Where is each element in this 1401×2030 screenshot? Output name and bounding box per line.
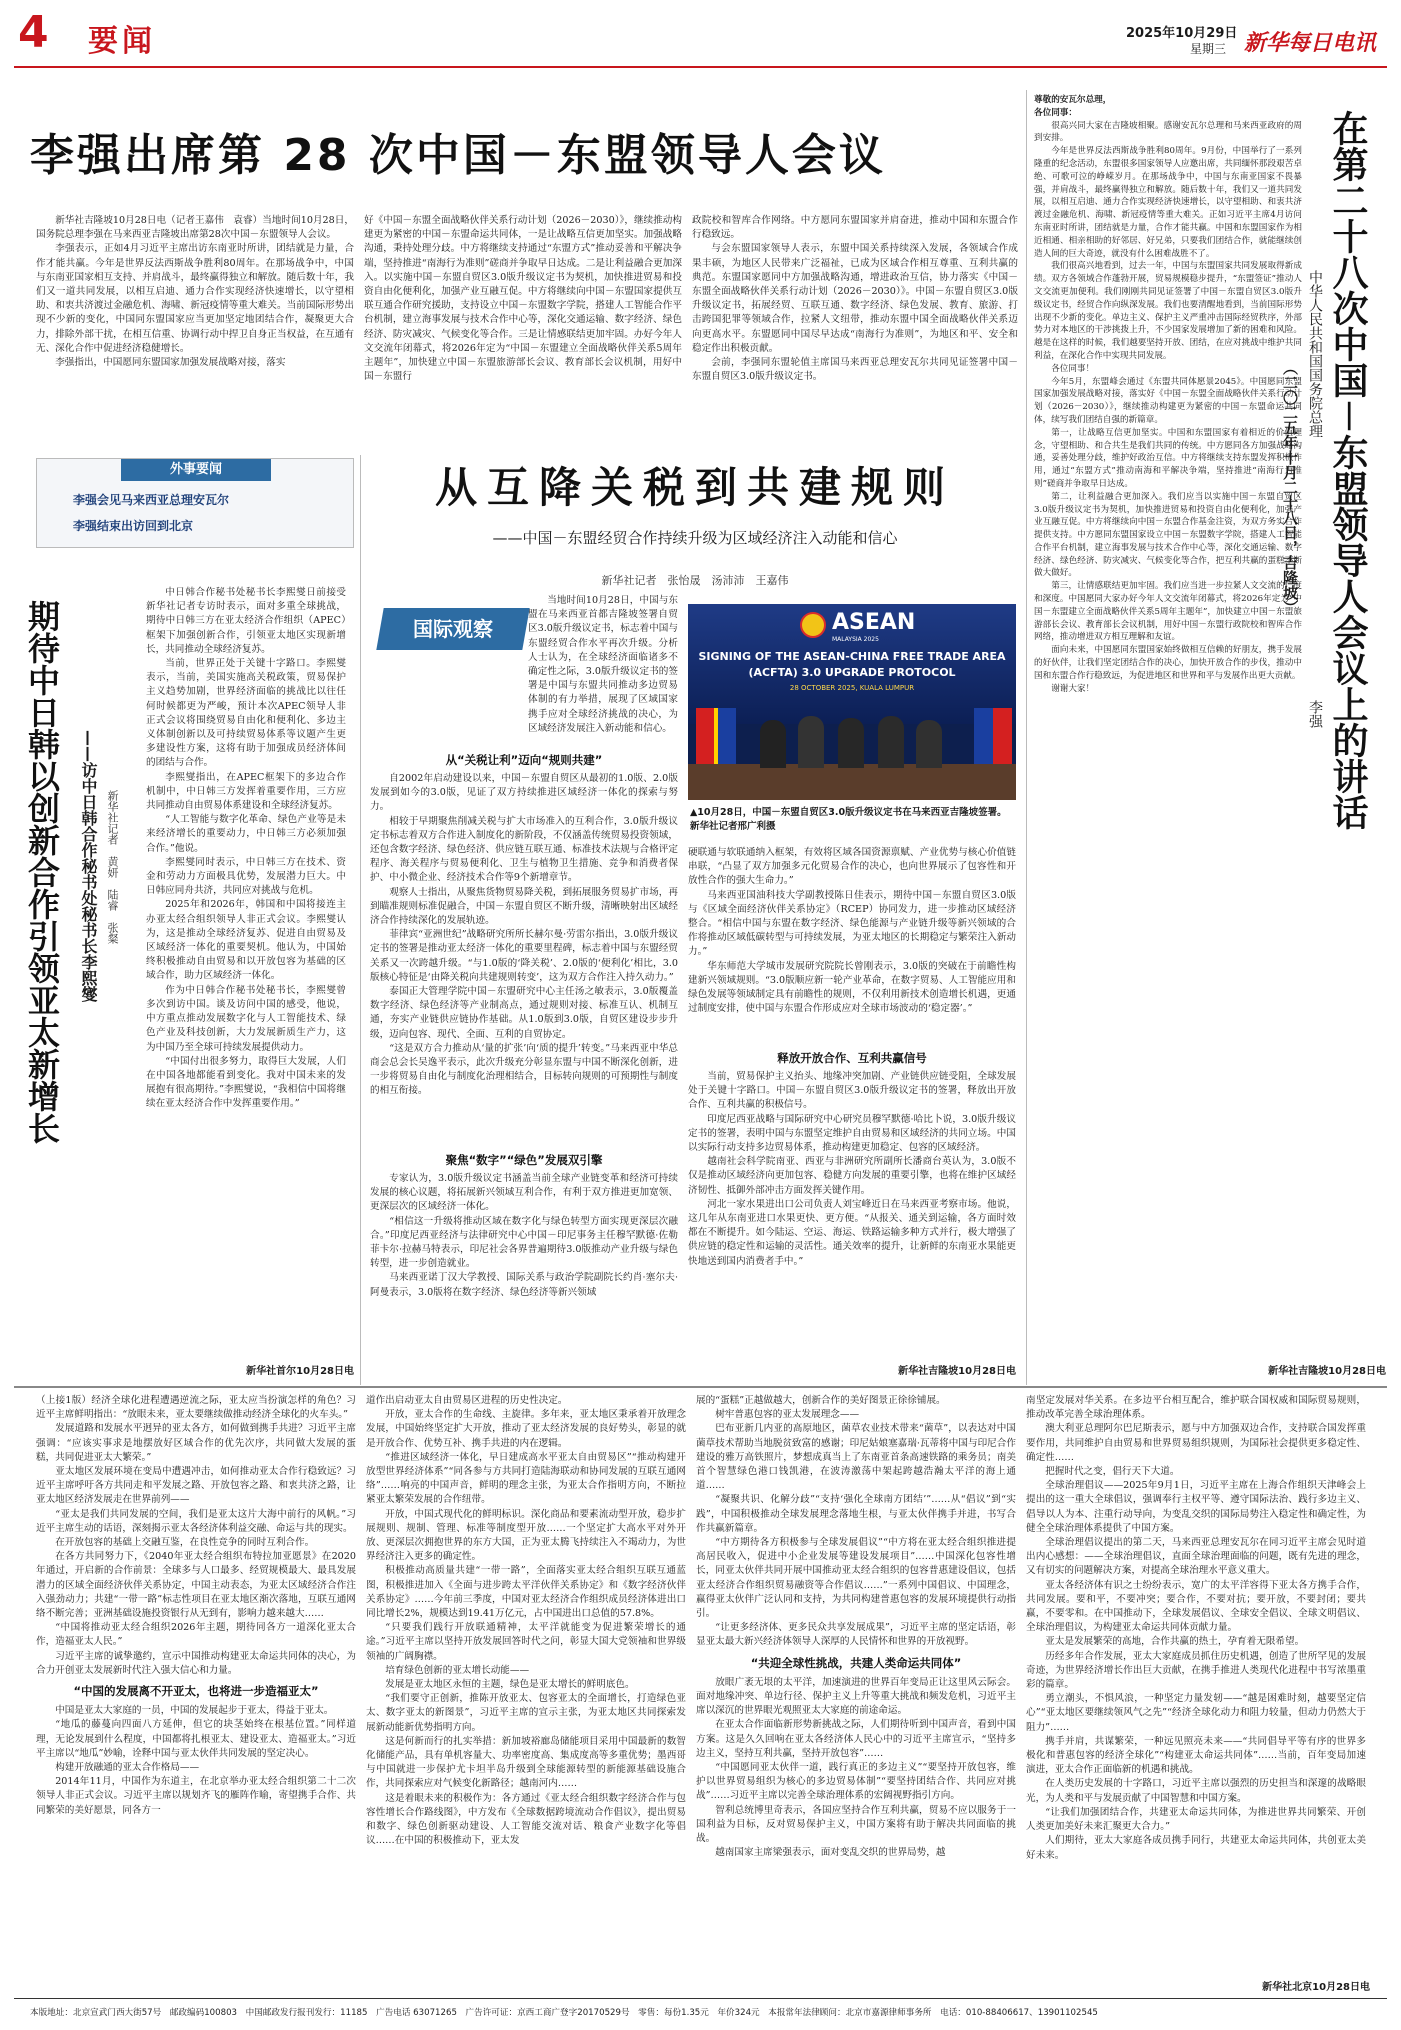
bottom-credit: 新华社北京10月28日电 (1262, 1982, 1370, 1993)
people (760, 720, 786, 768)
foreign-affairs-item[interactable]: 李强结束出访回到北京 (73, 519, 194, 533)
foreign-affairs-label: 外事要闻 (121, 459, 271, 481)
lead-col-1: 新华社吉隆坡10月28日电（记者王嘉伟 袁睿）当地时间10月28日，国务院总理李强在马来西亚吉隆坡出席第28次中国－东盟领导人会议。 李强表示，正如4月习近平主席出访东南亚时所讲，团结就是力量，合作才能共赢。今年是世界反法西斯战争胜利80周年。在那场战争中，中国与东南亚国家相互支持、并肩战斗，最终赢得独立和解放。随后数十年，我们又一道共同发展，以相互启迪、通力合作实现经济快速增长，以守望相助、和衷共济渡过金融危机、海啸、新冠疫情等重大难关。当前国际形势出现不少新的变化，中国同东盟国家应当更加坚定地团结合作，凝聚更大合力，排除外部干扰，在相互信重、协调行动中捍卫自身正当权益，在互通有无、深化合作中促进经济稳健增长。 李强指出，中国愿同东盟国家加强发展战略对接，落实 (36, 215, 354, 369)
interview-body: 中日韩合作秘书处秘书长李熙燮日前接受新华社记者专访时表示，面对多重全球挑战，期待中日韩三方在亚太经济合作组织（APEC）框架下加强创新合作，引领亚太地区实现新增长，共同推动全球经济复苏。 当前，世界正处于关键十字路口。李熙燮表示，当前，美国实施高关税政策，贸易保护主义趋势加剧，世界经济面临的挑战比以往任何时候都更为严峻，预计本次APEC领导人非正式会议将围绕贸易自由化和便利化、多边主义体制创新以及可持续贸易体系等议题产生更多建设性方案，这将有助于加强成员经济体间的团结与合作。 李熙燮指出，在APEC框架下的多边合作机制中，中日韩三方发挥着重要作用，三方应共同推动自由贸易体系建设和全球经济复苏。 “人工智能与数字化革命、绿色产业等是未来经济增长的重要动力，中日韩三方必须加强合作。”他说。 李熙燮同时表示，中日韩三方在技术、资金和劳动力方面极具优势，发展潜力巨大。中日韩应同舟共济，共同应对挑战与危机。 2025年和2026年，韩国和中国将接连主办亚太经合组织领导人非正式会议。李熙燮认为，这是推动全球经济复苏、促进自由贸易及区域经济一体化的重要契机。他认为，中国始终积极推动自由贸易和以开放包容为基础的区域合作，助力区域经济一体化。 作为中日韩合作秘书处秘书长，李熙燮曾多次到访中国。谈及访问中国的感受，他说，中方重点推动发展数字化与人工智能技术、绿色产业及科技创新，大力发展新质生产力，这为中国乃至全球可持续发展提供动力。 “中国付出很多努力，取得巨大发展，人们在中国各地都能看到变化。我对中国未来的发展抱有很高期待。”李熙燮说，“我相信中国将继续在亚太经济合作中发挥重要作用。” (146, 587, 346, 1110)
bottom-subhead-2: “共迎全球性挑战，共建人类命运共同体” (750, 1655, 962, 1670)
footer-info: 本版地址：北京宣武门西大街57号 邮政编码100803 中国邮政发行报刊发行：11185 广告电话 63071265 广告许可证：京西工商广登字20170529号 零售：每份1.35元 年价324元 本报常年法律顾问：北京市嘉源律师事务所 电话：010-88406617、13901102545 (30, 2008, 1098, 2018)
lead-col-2: 好《中国－东盟全面战略伙伴关系行动计划（2026－2030）》，继续推动构建更为紧密的中国－东盟命运共同体，一是让战略互信更加坚实。加强战略沟通，秉持处理分歧。中方将继续支持通过“东盟方式”推动妥善和平解决争端，坚持推进“南海行为准则”磋商并争取早日达成。二是让利益融合更加深入。以实施中国－东盟自贸区3.0版升级议定书为契机，加快推进贸易和投资自由化便利化，加强产业互融互促。中方将继续向中国－东盟国家提供互联互通合作研究援助，支持设立中国－东盟数字学院，搭建人工智能合作平台机制，建立海事发展与技术合作中心等，深化交通运输、数字经济、绿色经济、防灾减灾、气候变化等合作。三是让情感联结更加牢固。办好今年人文交流年闭幕式，将2026年定为“中国－东盟建立全面战略伙伴关系5周年主题年”，加快建立中国－东盟旅游部长会议、教育部长会议机制，用好中国－东盟行 (364, 215, 682, 383)
masthead-date: 2025年10月29日 (1126, 26, 1238, 41)
photo-caption: ▲10月28日，中国－东盟自贸区3.0版升级议定书在马来西亚吉隆坡签署。 新华社记者邢广利摄 (690, 807, 1012, 832)
signing-photo (688, 604, 1016, 800)
bottom-subhead-1: “中国的发展离不开亚太，也将进一步造福亚太” (73, 1684, 319, 1699)
speech-body: 尊敬的安瓦尔总理， 各位同事： 很高兴同大家在吉隆坡相聚。感谢安瓦尔总理和马来西亚政府的周到安排。 今年是世界反法西斯战争胜利80周年。9月份，中国举行了一系列隆重的纪念活动，东盟很多国家领导人应邀出席，共同缅怀那段艰苦卓绝、可歌可泣的峥嵘岁月。在那场战争中，中国与东南亚国家不畏暴强，并肩战斗，最终赢得独立和解放。随后数十年，我们又一道共同发展，以相互启迪、通力合作实现经济快速增长，以守望相助、和衷共济渡过金融危机、海啸、新冠疫情等重大难关。正如习近平主席4月访问东南亚时所讲，团结就是力量，合作才能共赢。中国和东盟国家作为相近相通、相亲相助的好邻居、好兄弟，只要我们团结合作，就能继续创造人间的巨大奇迹，就没有什么困难战胜不了。 我们很高兴地看到，过去一年，中国与东盟国家共同发展取得新成绩。双方各领域合作蓬勃开展，贸易规模稳步提升，“东盟签证”推动人文交流更加便利。我们刚刚共同见证签署了中国－东盟自贸区3.0版升级议定书，经贸合作向纵深发展。我们也要清醒地看到，当前国际形势出现不少新的变化。单边主义、保护主义严重冲击国际经贸秩序，外部势力对本地区的干涉挑拨上升，不少国家发展增加了新的困难和风险。越是在这样的时候，我们越要坚持开放、团结，在应对挑战中维护共同利益，在深化合作中实现共同发展。 各位同事！ 今年5月，东盟峰会通过《东盟共同体愿景2045》。中国愿同东盟国家加强发展战略对接，落实好《中国－东盟全面战略伙伴关系行动计划（2026－2030）》，继续推动构建更为紧密的中国－东盟命运共同体，续写我们团结自强的新篇章。 第一，让战略互信更加坚实。中国和东盟国家有着相近的价值理念，守望相助、和合共生是我们共同的传统。中方愿同各方加强战略沟通，妥善处理分歧，维护好政治互信。中方将继续支持东盟发挥积极作用，通过“东盟方式”推动南海和平解决争端，坚持推进“南海行为准则”磋商并争取早日达成。 第二，让利益融合更加深入。我们应当以实施中国－东盟自贸区3.0版升级议定书为契机，加快推进贸易和投资自由化便利化，加强产业互融互促。中方将继续向中国－东盟合作基金注资，为双方务实合作提供支持。中方愿同东盟国家设立中国－东盟数字学院，搭建人工智能合作平台机制，建立海事发展与技术合作中心等，深化交通运输、数字经济、绿色经济、防灾减灾、气候变化等合作，把互利共赢的蛋糕不断做大做好。 第三，让情感联结更加牢固。我们应当进一步拉紧人文交流的广度和深度。中国愿同大家办好今年人文交流年闭幕式，将2026年定为“中国－东盟建立全面战略伙伴关系5周年主题年”，加快建立中国－东盟旅游部长会议、教育部长会议机制，用好中国－东盟行政院校和智库合作网络，推动增进双方相互理解和友谊。 面向未来，中国愿同东盟国家始终做相互信赖的好朋友，携手发展的好伙伴，让我们坚定团结合作的决心，加快开放合作的步伐，推动中国和东盟合作行稳致远，为促进地区和世界和平与发展作出更大贡献。 谢谢大家！ (1034, 95, 1302, 694)
bottom-col-3: 展的“蛋糕”正越做越大，创新合作的美好图景正徐徐铺展。 树牢普惠包容的亚太发展理念—— 巴布亚新几内亚的高原地区，菌草农业技术带来“菌草”，以表达对中国菌草技术帮助当地脱贫致富的感谢；印尼姑娘塞嘉瑞·瓦蒂将中国与印尼合作建设的雅万高铁照片，梦想成真当上了东南亚首条高速铁路的乘务员；南美首个智慧绿色港口钱凯港，在波涛激荡中架起跨越浩瀚太平洋的海上通道…… “凝聚共识、化解分歧”“支持‘强化全球南方团结’”……从“倡议”到“实践”，中国积极推动全球发展理念落地生根，与亚太伙伴携手并进，书写合作共赢新篇章。 “中方期待各方积极参与全球发展倡议”“中方将在亚太经合组织推进提高居民收入，促进中小企业发展等建设发展项目”……中国深化包容性增长，同亚太伙伴共同开展中国推动亚太经合组织的包容普惠建设倡议，包括亚太经济合作组织贸易融资等合作倡议……”一系列中国倡议、中国理念，赢得亚太伙伴广泛认同和支持，为共同构建普惠包容的发展环境提供行动指引。 “让更多经济体、更多民众共享发展成果”，习近平主席的坚定话语，彰显亚太最大新兴经济体领导人深厚的人民情怀和世界的开放视野。 “共迎全球性挑战，共建人类命运共同体” 放眼广袤无垠的太平洋，加速演进的世界百年变局正让这里风云际会。面对地缘冲突、单边行径、保护主义上升等重大挑战和频发危机，习近平主席以深沉的世界眼光观照亚太大家庭的前途命运。 在亚太合作面临新形势新挑战之际，人们期待听到中国声音，看到中国方案。这是久久回响在亚太各经济体人民心中的习近平主席宣示，“坚持多边主义，坚持互利共赢，坚持开放包容”…… “中国愿同亚太伙伴一道，践行真正的多边主义”“要坚持开放包容，维护以世界贸易组织为核心的多边贸易体制”“要坚持团结合作、共同应对挑战”……习近平主席以完善全球治理体系的宏阔视野指引方向。 智利总统博里奇表示，各国应坚持合作互利共赢，贸易不应以服务于一国利益为目标，反对贸易保护主义，中国方案将有助于解决共同面临的挑战。 越南国家主席梁强表示，面对变乱交织的世界局势，越 (696, 1395, 1016, 1859)
feature-byline: 新华社记者 张怡晟 汤沛沛 王嘉伟 (601, 574, 789, 587)
asean-logo-sub: MALAYSIA 2025 (832, 636, 879, 643)
speech-headline: 在第二十八次中国－东盟领导人会议上的讲话 (1327, 110, 1368, 830)
feature-intro: 当地时间10月28日，中国与东盟在马来西亚首都吉隆坡签署自贸区3.0版升级议定书，标志着中国与东盟经贸合作水平再次升级。分析人士认为，在全球经济面临诸多不确定性之际，3.0版升级议定书的签署是中国与东盟共同推动多边贸易体制的有力举措，展现了区域国家携手应对全球经济挑战的决心，为区域经济发展注入新动能和信心。 (528, 595, 678, 734)
feature-intro-cont (370, 666, 678, 726)
feature-headline: 从互降关税到共建规则 (434, 463, 955, 512)
masthead (0, 0, 1401, 70)
speech-author-title: 中华人民共和国国务院总理 (1307, 270, 1323, 438)
people (798, 716, 824, 768)
feature-col-2b: 当前，贸易保护主义抬头、地缘冲突加剧、产业链供应链受阻，全球发展处于关键十字路口。中国－东盟自贸区3.0版升级议定书的签署，释放出开放合作、互利共赢的积极信号。 印度尼西亚战略与国际研究中心研究员穆罕默德·哈比卜说，3.0版升级议定书的签署，表明中国与东盟坚定维护自由贸易和区域经济的共同立场。中国以实际行动支持多边贸易体系，推动构建更加稳定、包容的区域经济。 越南社会科学院南亚、西亚与非洲研究所副所长潘商台英认为，3.0版不仅是推动区域经济向更加包容、稳健方向发展的重要引擎，也将在维护区域经济韧性、抵御外部冲击方面发挥关键作用。 河北一家水果进出口公司负责人刘宝峰近日在马来西亚考察市场。他说，这几年从东南亚进口水果更快、更方便。“从报关、通关到运输，各方面时效都在不断提升。如今陆运、空运、海运、铁路运输多种方式并行，极大增强了供应链的稳定性和运输的灵活性。通关效率的提升，让新鲜的东南亚水果能更快地送到国内消费者手中。” (688, 1071, 1016, 1267)
feature-subhead: ——中国－东盟经贸合作持续升级为区域经济注入动能和信心 (492, 529, 898, 547)
paper-logo: 新华每日电讯 (1244, 30, 1377, 56)
foreign-affairs-box (36, 458, 354, 548)
bottom-col-4: 南坚定发展对华关系。在多边平台相互配合，维护联合国权威和国际贸易规则，推动改革完善全球治理体系。 澳大利亚总理阿尔巴尼斯表示，愿与中方加强双边合作，支持联合国发挥重要作用，共同维护自由贸易和世界贸易组织规则，为国际社会提供更多稳定性、确定性…… 把握时代之变，倡行天下大道。 全球治理倡议——2025年9月1日，习近平主席在上海合作组织天津峰会上提出的这一重大全球倡议，强调奉行主权平等、遵守国际法治、践行多边主义、倡导以人为本、注重行动导向，为变乱交织的国际局势注入稳定性和确定性，为健全全球治理体系提供了中国方案。 全球治理倡议提出的第二天，马来西亚总理安瓦尔在同习近平主席会见时道出内心感想：——全球治理倡议，直面全球治理面临的问题，既有先进的理念，又有切实的问题解决方案，对提高全球治理水平意义重大。 亚太各经济体有识之士纷纷表示，宽广的太平洋容得下亚太各方携手合作，共同发展。要和平，不要冲突；要合作，不要对抗；要开放，不要封闭；要共赢，不要零和。在中国推动下，全球发展倡议、全球安全倡议、全球文明倡议、全球治理倡议，为构建亚太命运共同体贡献力量。 亚太是发展繁荣的高地，合作共赢的热土，孕育着无限希望。 历经多年合作发展，亚太大家庭成员抓住历史机遇，创造了世所罕见的发展奇迹，为世界经济增长作出巨大贡献，在携手推进人类现代化进程中书写浓墨重彩的篇章。 勇立潮头，不惧风浪，一种坚定力量发轫——“越是困难时刻，越要坚定信心”“亚太地区要继续领风气之先”“经济全球化动力和阻力较量，但动力仍然大于阻力”…… 携手并肩，共谋繁荣，一种远见照亮未来——“共同倡导平等有序的世界多极化和普惠包容的经济全球化”“构建亚太命运共同体”……当前，百年变局加速演进，亚太合作正面临新的机遇和挑战。 在人类历史发展的十字路口，习近平主席以强烈的历史担当和深邃的战略眼光，为人类和平与发展贡献了中国智慧和中国方案。 “让我们加强团结合作，共建亚太命运共同体，为推进世界共同繁荣、开创人类更加美好未来汇聚更大合力。” 人们期待，亚太大家庭各成员携手同行，共建亚太命运共同体，共创亚太美好未来。 (1026, 1395, 1366, 1861)
feature-col-2a: 硬联通与软联通纳入框架，有效将区域各国资源禀赋、产业优势与核心价值链串联，“凸显了双方加强多元化贸易合作的决心，也向世界展示了包容性和开放性合作的强大生命力。” 马来西亚国油科技大学副教授陈日佳表示，期待中国－东盟自贸区3.0版与《区域全面经济伙伴关系协定》（RCEP）协同发力，进一步推动区域经济整合。“相信中国与东盟在数字经济、绿色能源与产业链升级等新兴领域的合作将推动区域低碳转型与可持续发展，为亚太地区的长期稳定与繁荣注入新动力。” 华东师范大学城市发展研究院院长曾刚表示，3.0版的突破在于前瞻性构建新兴领域规则。“3.0版顺应新一轮产业革命，在数字贸易、人工智能应用和绿色发展等领域制定具有前瞻性的规则，不仅利用新技术创造增长机遇，更通过制度安排，使中国与东盟合作形成应对全球市场波动的‘稳定器’。” (688, 847, 1016, 1015)
people (878, 716, 904, 768)
speech-credit: 新华社吉隆坡10月28日电 (1268, 1366, 1386, 1377)
masthead-rule (14, 66, 1387, 68)
bottom-col-2: 道作出启动亚太自由贸易区进程的历史性决定。 开放，亚太合作的生命线、主旋律。多年来，亚太地区秉承着开放理念发展，中国始终坚定扩大开放，推动了亚太经济发展的良好势头，彰显的就是开放合作、优势互补、携手共进的内在逻辑。 “推进区域经济一体化，早日建成高水平亚太自由贸易区”“推动构建开放型世界经济体系”“同各参与方共同打造陆海联动和协同发展的互联互通网络”……响亮的中国声音，鲜明的理念主张，为亚太合作指明方向，不断拉紧亚太繁荣发展的合作纽带。 开放，中国式现代化的鲜明标识。深化商品和要素流动型开放，稳步扩展规则、规制、管理、标准等制度型开放……一个坚定扩大高水平对外开放、更深层次拥抱世界的东方大国，正为亚太腾飞持续注入不竭动力，为世界经济注入更多的确定性。 积极推动高质量共建“一带一路”，全面落实亚太经合组织互联互通蓝图，积极推进加入《全面与进步跨太平洋伙伴关系协定》和《数字经济伙伴关系协定》……今年前三季度，中国对亚太经济合作组织成员经济体进出口同比增长2%，规模达到19.41万亿元，占中国进出口总值的57.8%。 “只要我们践行开放联通精神，太平洋就能变为促进繁荣增长的通途。”习近平主席以坚持开放发展回答时代之问，彰显大国大党领袖和世界级领袖的广阔胸襟。 培育绿色创新的亚太增长动能—— 发展是亚太地区永恒的主题，绿色是亚太增长的鲜明底色。 “我们要守正创新，推陈开放亚太、包容亚太的全面增长，打造绿色亚太、数字亚太的新图景”，习近平主席的宣示主张，为亚太地区共同探索发展新动能新优势指明方向。 这是何新而行的扎实举措：新加坡裕廊岛储能项目采用中国最新的数智化储能产品，具有单机容量大、功率密度高、集成度高等多重优势；墨西哥与中国就进一步保护尤卡坦半岛升级到全球能源转型的新能源基础设施合作，共同探索应对气候变化新路径；越南河内…… 这是着眼未来的积极作为：各方通过《亚太经合组织数字经济合作与包容性增长合作路线图》，中方发布《全球数据跨境流动合作倡议》，提出贸易和数字、绿色创新驱动建设、人工智能交流对话、粮食产业数字化等倡议……在中国的积极推动下，亚太发 (366, 1395, 686, 1847)
feature-tag (376, 608, 529, 650)
page-number: 4 (18, 7, 49, 58)
speech-greeting-2: 各位同事： (1034, 107, 1077, 118)
banner-line-1: SIGNING OF THE ASEAN-CHINA FREE TRADE AREA (698, 650, 1006, 663)
feature-col-1b: 专家认为，3.0版升级议定书涵盖当前全球产业链变革和经济可持续发展的核心议题，将拓展新兴领域互利合作，有利于双方推进更加宽领、更深层次的区域经济一体化。 “相信这一升级将推动区域在数字化与绿色转型方面实现更深层次融合。”印度尼西亚经济与法律研究中心中国－印尼事务主任穆罕默德·佐勒菲卡尔·拉赫马特表示，印尼社会各界普遍期待3.0版推动产业升级与绿色转型，进一步创造就业。 马来西亚诺丁汉大学教授、国际关系与政治学院副院长约肖·塞尔夫·阿曼表示，3.0版将在数字经济、绿色经济等新兴领域 (370, 1173, 678, 1298)
people (838, 718, 864, 768)
feature-col-1a: 自2002年启动建设以来，中国－东盟自贸区从最初的1.0版、2.0版发展到如今的3.0版，见证了双方持续推进区域经济一体化的探索与努力。 相较于早期聚焦削减关税与扩大市场准入的互利合作，3.0版升级议定书标志着双方合作进入制度化的新阶段，不仅涵盖传统贸易投资领域，还包含数字经济、绿色经济、供应链互联互通、标准技术法规与合格评定程序、海关程序与贸易便利化、卫生与植物卫生措施、竞争和消费者保护、中小微企业、经济技术合作等9个新增章节。 观察人士指出，从聚焦货物贸易降关税，到拓展服务贸易扩市场，再到瞄准规则标准促融合，中国－东盟自贸区不断升级，清晰映射出区域经济合作持续深化的发展轨迹。 菲律宾“亚洲世纪”战略研究所所长赫尔曼·劳雷尔指出，3.0版升级议定书的签署是推动亚太经济一体化的重要里程碑，标志着中国与东盟经贸关系又一次跨越升级。“与1.0版的‘降关税’、2.0版的‘便利化’相比，3.0版核心特征是‘由降关税向共建规则转变’，这为双方合作注入持久动力。” 泰国正大管理学院中国－东盟研究中心主任汤之敏表示，3.0版覆盖数字经济、绿色经济等产业制高点，通过规则对接、标准互认、机制互通，夯实产业链供应链协作基础。从1.0版到3.0版，自贸区建设步步升级，迈向包容、现代、全面、互利的自贸协定。 “这是双方合力推动从‘量的扩张’向‘质的提升’转变。”马来西亚中华总商会总会长吴逸平表示，此次升级充分彰显东盟与中国不断深化创新，进一步将贸易自由化与制度化治理相结合，目标转向规则的可预期性与制度的相互衔接。 (370, 773, 678, 1097)
bottom-col-1: （上接1版）经济全球化进程遭遇逆流之际，亚太应当扮演怎样的角色？习近平主席鲜明指出：“放眼未来，亚太要继续做推动经济全球化的火车头。” 发展道路和发展水平迥异的亚太各方，如何做到携手共进？习近平主席强调：“应该实事求是地摆放好区域合作的优先次序，共同做大发展的蛋糕，共同促进亚太大繁荣。” 亚太地区发展环境在变局中遭遇冲击，如何推动亚太合作行稳致远？习近平主席呼吁各方共同走和平发展之路、开放包容之路、和衷共济之路，让亚太地区经济发展走在世界前列—— “亚太是我们共同发展的空间，我们是亚太这片大海中前行的风帆。”习近平主席生动的话语，深刻揭示亚太各经济体利益交融、命运与共的现实。 在开放包容的基础上交融互鉴，在良性竞争的同时互利合作。 在各方共同努力下，《2040年亚太经合组织布特拉加亚愿景》在2020年通过，开启新的合作前景：全球多与人口最多、经贸规模最大、最具发展潜力的区域全面经济伙伴关系协定，中国主动表态，为亚太区域经济合作注入强劲动力；共建“一带一路”标志性项目在亚太地区渐次落地，互联互通网络不断完善；亚洲基础设施投资银行从无到有，影响力越来越大…… “中国将推动亚太经合组织2026年主题，期待同各方一道深化亚太合作，造福亚太人民。” 习近平主席的诚挚邀约，宣示中国推动构建亚太命运共同体的决心，为合力开创亚太发展新时代注入强大信心和力量。 “中国的发展离不开亚太，也将进一步造福亚太” 中国是亚太大家庭的一员，中国的发展起步于亚太，得益于亚太。 “地瓜的藤蔓向四面八方延伸，但它的块茎始终在根基位置。”同样道理，无论发展到什么程度，中国都将扎根亚太、建设亚太、造福亚太。”习近平主席以“地瓜”妙喻，诠释中国与亚太伙伴共同发展的坚定决心。 构建开放融通的亚太合作格局—— 2014年11月，中国作为东道主，在北京举办亚太经合组织第二十二次领导人非正式会议。习近平主席以规划齐飞的雁阵作喻，寄望携手合作、共同繁荣的美好愿景，同各方一 (36, 1395, 356, 1816)
lead-headline: 李强出席第 28 次中国－东盟领导人会议 (30, 130, 886, 181)
interview-byline: 新华社记者 黄妍 陆睿 张粲 (106, 790, 119, 944)
asean-logo (800, 612, 826, 638)
speech-author: 李强 (1307, 700, 1323, 728)
signing-table (688, 764, 1016, 800)
interview-credit: 新华社首尔10月28日电 (246, 1366, 354, 1377)
flags (696, 708, 736, 768)
speech-dateline: （二〇二五年十月二十八日，吉隆坡） (1281, 360, 1299, 615)
foreign-affairs-item[interactable]: 李强会见马来西亚总理安瓦尔 (73, 493, 230, 507)
interview-subhead: ——访中日韩合作秘书处秘书长李熙燮 (79, 730, 98, 1002)
feature-section-3-title: 释放开放合作、互利共赢信号 (777, 1051, 927, 1065)
feature-tag-label: 国际观察 (413, 617, 493, 641)
lead-col-3: 政院校和智库合作网络。中方愿同东盟国家并肩奋进，推动中国和东盟合作行稳致远。 与会东盟国家领导人表示，东盟中国关系持续深入发展，各领域合作成果丰硕，为地区人民带来广泛福祉，已成为区域合作相互尊重、互利共赢的典范。东盟国家愿同中方加强战略沟通，增进政治互信，协力落实《中国－东盟全面战略伙伴关系行动计划（2026－2030）》。中国－东盟自贸区3.0版升级议定书，拓展经贸、互联互通、数字经济、绿色发展、教育、旅游、打击跨国犯罪等领域合作，拉紧人文纽带，推动东盟中国全面战略伙伴关系迈向更高水平。东盟愿同中国尽早达成“南海行为准则”，为地区和平、安全和稳定作出积极贡献。 会前，李强同东盟轮值主席国马来西亚总理安瓦尔共同见证签署中国－东盟自贸区3.0版升级议定书。 (692, 215, 1018, 383)
banner-line-3: 28 OCTOBER 2025, KUALA LUMPUR (789, 684, 915, 692)
feature-section-1-title: 从“关税让利”迈向“规则共建” (445, 753, 603, 767)
masthead-weekday: 星期三 (1190, 42, 1227, 56)
people (916, 720, 942, 768)
speech-greeting: 尊敬的安瓦尔总理， (1034, 95, 1112, 105)
feature-section-2-title: 聚焦“数字”“绿色”发展双引擎 (445, 1153, 603, 1167)
section-title: 要闻 (88, 24, 156, 59)
banner-line-2: (ACFTA) 3.0 UPGRADE PROTOCOL (748, 666, 956, 679)
feature-credit: 新华社吉隆坡10月28日电 (898, 1366, 1016, 1377)
flags (974, 708, 1012, 768)
interview-headline: 期待中日韩以创新合作引领亚太新增长 (23, 600, 61, 1144)
asean-logo-text: ASEAN (832, 610, 916, 635)
